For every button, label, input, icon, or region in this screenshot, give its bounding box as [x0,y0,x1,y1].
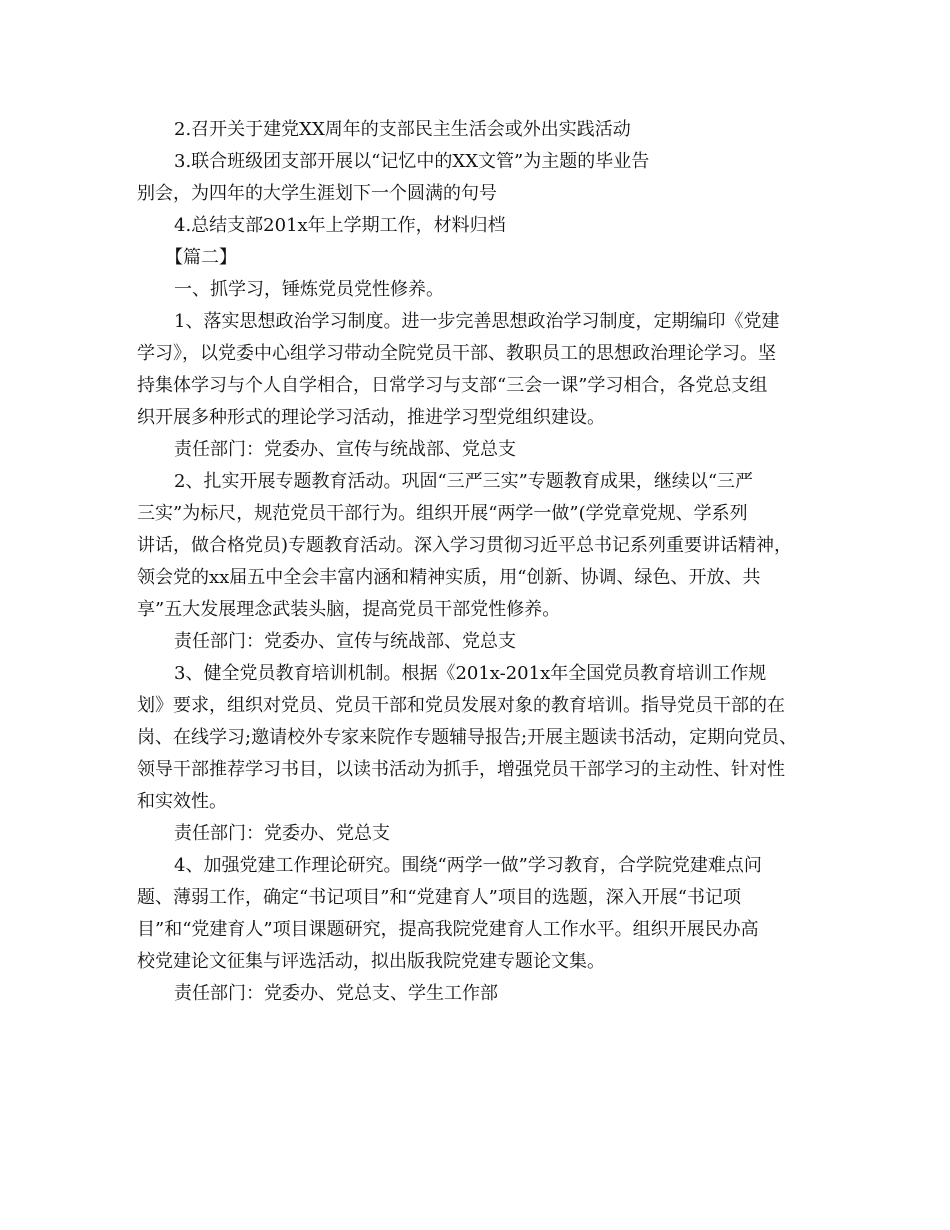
paragraph-line: 享”五大发展理念武装头脑，提高党员干部党性修养。 [137,599,561,620]
list-item-3-continuation: 别会，为四年的大学生涯划下一个圆满的句号 [137,183,497,204]
paragraph-line: 岗、在线学习;邀请校外专家来院作专题辅导报告;开展主题读书活动，定期向党员、 [137,727,798,748]
paragraph-line: 3、健全党员教育培训机制。根据《201x-201x年全国党员教育培训工作规 [174,663,767,684]
paragraph-line: 学习》，以党委中心组学习带动全院党员干部、教职员工的思想政治理论学习。坚 [137,343,776,364]
list-item-4: 4.总结支部201x年上学期工作，材料归档 [174,215,506,236]
paragraph-line: 讲话，做合格党员)专题教育活动。深入学习贯彻习近平总书记系列重要讲话精神， [137,535,793,556]
paragraph-item-3 [137,658,830,818]
list-item-2: 2.召开关于建党XX周年的支部民主生活会或外出实践活动 [174,119,631,140]
paragraph-line: 领导干部推荐学习书目，以读书活动为抓手，增强党员干部学习的主动性、针对性 [137,759,785,780]
paragraph-line: 目”和“党建育人”项目课题研究，提高我院党建育人工作水平。组织开展民办高 [137,919,759,940]
paragraph-line: 三实”为标尺，规范党员干部行为。组织开展“两学一做”(学党章党规、学系列 [137,503,748,524]
paragraph-line: 划》要求，组织对党员、党员干部和党员发展对象的教育培训。指导党员干部的在 [137,695,785,716]
section-title: 【篇二】 [165,247,237,268]
paragraph-line: 和实效性。 [137,791,227,812]
paragraph-line: 题、薄弱工作，确定“书记项目”和“党建育人”项目的选题，深入开展“书记项 [137,887,742,908]
responsibility-item-3: 责任部门：党委办、党总支 [174,823,390,844]
paragraph-line: 领会党的xx届五中全会丰富内涵和精神实质，用“创新、协调、绿色、开放、共 [137,567,761,588]
responsibility-item-4: 责任部门：党委办、党总支、学生工作部 [174,983,498,1004]
paragraph-line: 织开展多种形式的理论学习活动，推进学习型党组织建设。 [137,407,605,428]
paragraph-line: 校党建论文征集与评选活动，拟出版我院党建专题论文集。 [137,951,605,972]
paragraph-line: 4、加强党建工作理论研究。围绕“两学一做”学习教育，合学院党建难点问 [174,855,762,876]
list-item-3: 3.联合班级团支部开展以“记忆中的XX文管”为主题的毕业告 [174,151,650,172]
paragraph-item-4 [137,850,830,978]
paragraph-line: 持集体学习与个人自学相合，日常学习与支部“三会一课”学习相合，各党总支组 [137,375,768,396]
responsibility-item-1: 责任部门：党委办、宣传与统战部、党总支 [174,439,516,460]
paragraph-line: 1、落实思想政治学习制度。进一步完善思想政治学习制度，定期编印《党建 [174,311,780,332]
paragraph-item-1 [137,306,830,434]
paragraph-item-2 [137,466,830,626]
heading-1: 一、抓学习，锤炼党员党性修养。 [174,279,444,300]
responsibility-item-2: 责任部门：党委办、宣传与统战部、党总支 [174,631,516,652]
paragraph-line: 2、扎实开展专题教育活动。巩固“三严三实”专题教育成果，继续以“三严 [174,471,754,492]
